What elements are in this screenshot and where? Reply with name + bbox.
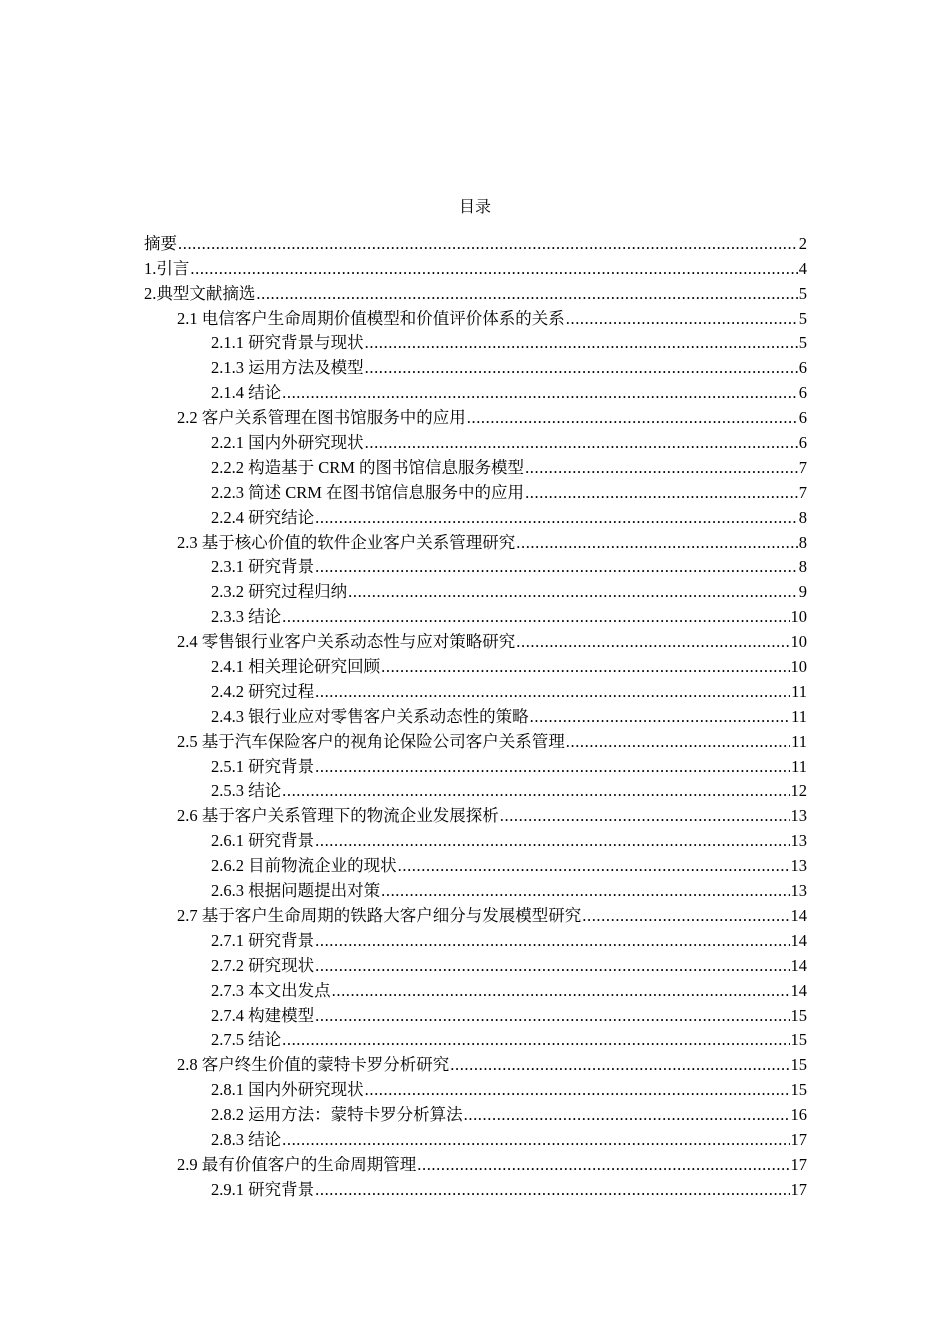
toc-entry[interactable] (144, 901, 807, 926)
toc-entry-label: 2.7.1 研究背景 (211, 930, 315, 950)
toc-entry[interactable] (144, 453, 807, 478)
toc-entry-page-number: 6 (798, 433, 807, 453)
toc-entry-label: 2.8.3 结论 (211, 1129, 282, 1149)
toc-entry-page-number: 9 (798, 582, 807, 602)
toc-entry-label: 2.7.4 构建模型 (211, 1005, 315, 1025)
toc-entry-page-number: 2 (798, 233, 807, 253)
toc-entry[interactable] (144, 677, 807, 702)
toc-entry-page-number: 15 (790, 1055, 807, 1075)
toc-dot-leader (530, 707, 790, 727)
toc-entry[interactable] (144, 577, 807, 602)
toc-entry[interactable] (144, 329, 807, 354)
toc-entry[interactable] (144, 528, 807, 553)
toc-entry-page-number: 8 (798, 507, 807, 527)
toc-entry-label: 2.5.1 研究背景 (211, 756, 315, 776)
toc-dot-leader (315, 1180, 789, 1200)
toc-entry-page-number: 5 (798, 308, 807, 328)
toc-entry-page-number: 14 (790, 980, 807, 1000)
toc-entry-page-number: 11 (791, 756, 807, 776)
toc-entry-page-number: 11 (791, 731, 807, 751)
toc-entry-label: 2.1.4 结论 (211, 383, 282, 403)
toc-entry-label: 2.4 零售银行业客户关系动态性与应对策略研究 (177, 632, 516, 652)
toc-entry-page-number: 13 (790, 831, 807, 851)
toc-entry-label: 2.4.2 研究过程 (211, 681, 315, 701)
toc-entry-page-number: 8 (798, 532, 807, 552)
toc-dot-leader (315, 557, 798, 577)
toc-dot-leader (417, 1155, 789, 1175)
toc-entry[interactable] (144, 652, 807, 677)
toc-entry-page-number: 6 (798, 408, 807, 428)
toc-entry[interactable] (144, 1150, 807, 1175)
toc-entry[interactable] (144, 304, 807, 329)
toc-dot-leader (315, 757, 790, 777)
toc-entry-page-number: 11 (791, 706, 807, 726)
toc-entry[interactable] (144, 1001, 807, 1026)
toc-entry[interactable] (144, 702, 807, 727)
toc-dot-leader (398, 856, 790, 876)
toc-entry[interactable] (144, 976, 807, 1001)
toc-entry-label: 2.典型文献摘选 (144, 283, 256, 303)
toc-entry-label: 2.7.5 结论 (211, 1030, 282, 1050)
toc-entry-label: 2.1 电信客户生命周期价值模型和价值评价体系的关系 (177, 308, 565, 328)
toc-dot-leader (566, 309, 798, 329)
toc-entry[interactable] (144, 602, 807, 627)
toc-entry[interactable] (144, 851, 807, 876)
toc-dot-leader (348, 582, 798, 602)
toc-entry[interactable] (144, 1050, 807, 1075)
toc-entry[interactable] (144, 279, 807, 304)
toc-entry[interactable] (144, 553, 807, 578)
toc-entry[interactable] (144, 1125, 807, 1150)
toc-entry-label: 2.2.1 国内外研究现状 (211, 433, 364, 453)
toc-entry-label: 2.2.4 研究结论 (211, 507, 315, 527)
toc-entry-page-number: 17 (790, 1154, 807, 1174)
toc-entry-label: 2.4.3 银行业应对零售客户关系动态性的策略 (211, 706, 529, 726)
toc-dot-leader (282, 383, 798, 403)
toc-entry[interactable] (144, 826, 807, 851)
toc-entry-page-number: 5 (798, 333, 807, 353)
toc-entry[interactable] (144, 777, 807, 802)
toc-entry[interactable] (144, 951, 807, 976)
toc-list (144, 229, 807, 1200)
toc-dot-leader (315, 931, 789, 951)
toc-dot-leader (467, 408, 798, 428)
toc-entry-label: 2.6.1 研究背景 (211, 831, 315, 851)
toc-dot-leader (365, 433, 798, 453)
toc-entry-page-number: 11 (791, 681, 807, 701)
toc-entry[interactable] (144, 1075, 807, 1100)
toc-entry-page-number: 14 (790, 930, 807, 950)
toc-entry[interactable] (144, 752, 807, 777)
toc-entry-page-number: 16 (790, 1105, 807, 1125)
toc-dot-leader (190, 259, 797, 279)
toc-entry-page-number: 14 (790, 905, 807, 925)
toc-entry-page-number: 7 (798, 482, 807, 502)
toc-entry-label: 2.6.3 根据问题提出对策 (211, 881, 381, 901)
toc-entry[interactable] (144, 627, 807, 652)
toc-dot-leader (315, 956, 789, 976)
toc-dot-leader (178, 234, 798, 254)
toc-dot-leader (282, 781, 789, 801)
toc-dot-leader (282, 607, 789, 627)
toc-entry-page-number: 6 (798, 383, 807, 403)
toc-entry[interactable] (144, 926, 807, 951)
toc-entry-label: 2.5 基于汽车保险客户的视角论保险公司客户关系管理 (177, 731, 565, 751)
toc-entry[interactable] (144, 378, 807, 403)
toc-entry[interactable] (144, 254, 807, 279)
toc-entry-label: 2.6 基于客户关系管理下的物流企业发展探析 (177, 806, 499, 826)
toc-entry[interactable] (144, 503, 807, 528)
toc-dot-leader (315, 682, 790, 702)
toc-entry-page-number: 15 (790, 1030, 807, 1050)
toc-dot-leader (256, 284, 797, 304)
toc-dot-leader (315, 1006, 789, 1026)
toc-entry-label: 2.2.2 构造基于 CRM 的图书馆信息服务模型 (211, 457, 525, 477)
toc-dot-leader (282, 1030, 789, 1050)
toc-dot-leader (365, 1080, 790, 1100)
toc-entry-label: 2.1.3 运用方法及模型 (211, 358, 364, 378)
toc-entry-page-number: 7 (798, 457, 807, 477)
toc-entry-page-number: 10 (790, 657, 807, 677)
toc-entry[interactable] (144, 478, 807, 503)
toc-entry-label: 2.8.2 运用方法：蒙特卡罗分析算法 (211, 1105, 463, 1125)
toc-entry-label: 2.3.2 研究过程归纳 (211, 582, 348, 602)
toc-entry-page-number: 15 (790, 1005, 807, 1025)
toc-dot-leader (525, 458, 798, 478)
toc-title: 目录 (458, 199, 491, 216)
toc-entry-page-number: 4 (798, 258, 807, 278)
toc-dot-leader (315, 831, 789, 851)
toc-dot-leader (365, 358, 798, 378)
toc-entry[interactable] (144, 1175, 807, 1200)
toc-entry-label: 2.3.3 结论 (211, 607, 282, 627)
toc-entry[interactable] (144, 1026, 807, 1051)
toc-entry-page-number: 17 (790, 1129, 807, 1149)
toc-dot-leader (516, 533, 798, 553)
toc-entry-page-number: 17 (790, 1179, 807, 1199)
toc-entry-page-number: 8 (798, 557, 807, 577)
toc-dot-leader (315, 508, 798, 528)
toc-dot-leader (582, 906, 789, 926)
toc-entry-page-number: 6 (798, 358, 807, 378)
toc-entry-page-number: 13 (790, 856, 807, 876)
toc-entry-label: 2.7.3 本文出发点 (211, 980, 331, 1000)
toc-entry-page-number: 12 (790, 781, 807, 801)
toc-entry-page-number: 10 (790, 607, 807, 627)
toc-entry-label: 2.5.3 结论 (211, 781, 282, 801)
toc-dot-leader (566, 732, 790, 752)
toc-dot-leader (525, 483, 798, 503)
toc-entry-page-number: 10 (790, 632, 807, 652)
toc-entry-page-number: 14 (790, 955, 807, 975)
toc-entry[interactable] (144, 727, 807, 752)
toc-entry-label: 2.2.3 简述 CRM 在图书馆信息服务中的应用 (211, 482, 525, 502)
toc-dot-leader (332, 981, 790, 1001)
toc-dot-leader (516, 632, 789, 652)
toc-entry[interactable] (144, 876, 807, 901)
toc-dot-leader (381, 657, 789, 677)
toc-dot-leader (464, 1105, 790, 1125)
toc-entry-page-number: 15 (790, 1080, 807, 1100)
toc-entry[interactable] (144, 353, 807, 378)
toc-entry-label: 2.4.1 相关理论研究回顾 (211, 657, 381, 677)
toc-dot-leader (282, 1130, 789, 1150)
toc-entry-label: 2.7.2 研究现状 (211, 955, 315, 975)
toc-entry-label: 2.6.2 目前物流企业的现状 (211, 856, 397, 876)
toc-entry[interactable] (144, 1100, 807, 1125)
toc-entry-label: 摘要 (144, 233, 177, 253)
toc-entry-label: 1.引言 (144, 258, 190, 278)
toc-entry-label: 2.9 最有价值客户的生命周期管理 (177, 1154, 417, 1174)
toc-entry[interactable] (144, 428, 807, 453)
toc-entry[interactable] (144, 403, 807, 428)
toc-entry[interactable] (144, 229, 807, 254)
toc-entry-label: 2.8.1 国内外研究现状 (211, 1080, 364, 1100)
toc-entry-label: 2.3 基于核心价值的软件企业客户关系管理研究 (177, 532, 516, 552)
toc-entry-label: 2.2 客户关系管理在图书馆服务中的应用 (177, 408, 466, 428)
toc-dot-leader (450, 1055, 789, 1075)
toc-entry-label: 2.8 客户终生价值的蒙特卡罗分析研究 (177, 1055, 450, 1075)
toc-entry-label: 2.7 基于客户生命周期的铁路大客户细分与发展模型研究 (177, 905, 582, 925)
toc-dot-leader (500, 806, 790, 826)
toc-entry[interactable] (144, 801, 807, 826)
toc-entry-label: 2.3.1 研究背景 (211, 557, 315, 577)
toc-entry-page-number: 13 (790, 881, 807, 901)
toc-dot-leader (381, 881, 789, 901)
toc-entry-page-number: 5 (798, 283, 807, 303)
toc-dot-leader (365, 333, 798, 353)
toc-entry-label: 2.9.1 研究背景 (211, 1179, 315, 1199)
toc-entry-label: 2.1.1 研究背景与现状 (211, 333, 364, 353)
toc-entry-page-number: 13 (790, 806, 807, 826)
